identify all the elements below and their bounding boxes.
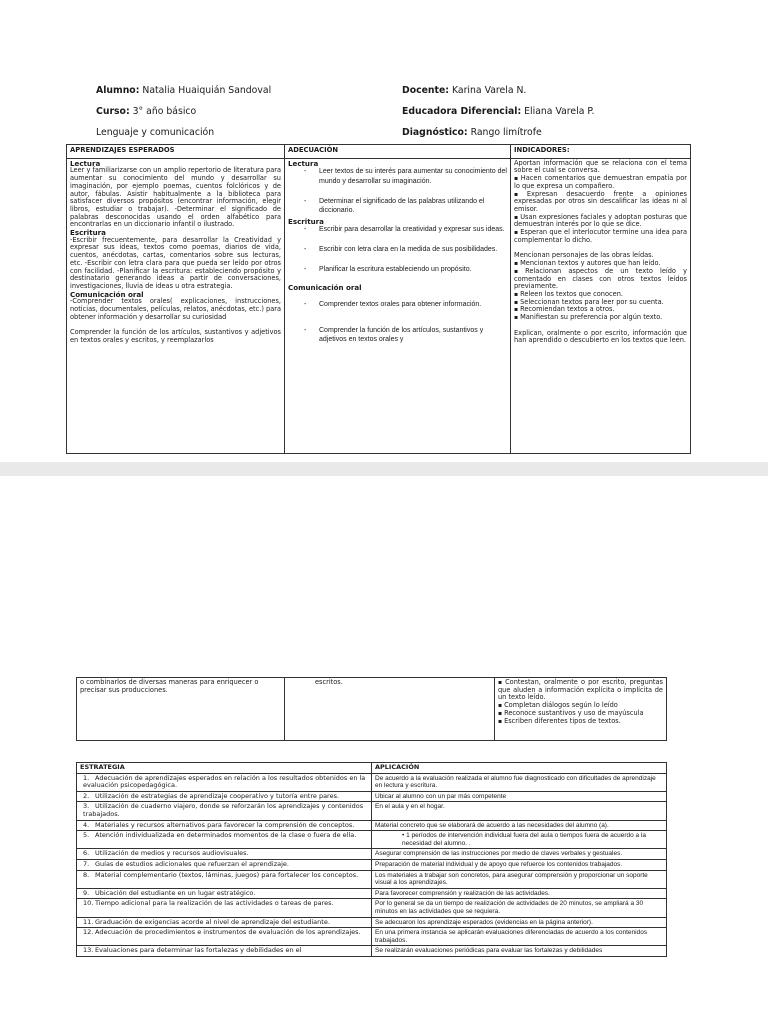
- strategy-row: [77, 791, 667, 802]
- estrategia-text: Adecuación de procedimientos e instrumentos de evaluación de los aprendizajes.: [95, 928, 361, 937]
- estrategia-text: Utilización de cuaderno viajero, donde se reforzarán los aprendizajes y contenidos trabajados.: [83, 802, 364, 818]
- bullet-icon: ▪: [514, 298, 519, 306]
- row-number: 11.: [83, 917, 94, 926]
- adec-lectura-title: Lectura: [288, 158, 319, 168]
- estrategia-cell: [77, 888, 372, 899]
- strategy-row: [77, 773, 667, 791]
- bullet-icon: ▪: [498, 717, 503, 725]
- strategy-row: [77, 888, 667, 899]
- estrategia-cell: [77, 791, 372, 802]
- estrategia-cell: [77, 946, 372, 957]
- estrategia-cell: [77, 773, 372, 791]
- bullet-icon: ▪: [514, 213, 519, 221]
- estrategia-text: Guías de estudios adicionales que refuerzan el aprendizaje.: [95, 859, 289, 868]
- strategy-row: [77, 917, 667, 928]
- bullet-icon: ▪: [498, 679, 504, 686]
- strategy-row: [77, 831, 667, 849]
- estrategia-cell: [77, 802, 372, 820]
- continuation-table: [76, 677, 667, 741]
- aplicacion-cell: [372, 888, 667, 899]
- strategy-table-header: [77, 763, 667, 774]
- alumno-field: Alumno: Natalia Huaiquián Sandoval: [96, 85, 272, 96]
- cont-col2: escritos.: [285, 678, 495, 741]
- estrategia-cell: [77, 820, 372, 831]
- aplicacion-text: 1 períodos de intervención individual fuera del aula o tiempos fuera de acuerdo a la necesidad del alumno. .: [402, 832, 647, 847]
- row-number: 6.: [83, 849, 90, 858]
- indicador-text: Aportan información que se relaciona con el tema sobre el cual se conversa.: [514, 158, 687, 175]
- aplicacion-cell: [372, 802, 667, 820]
- indicador-bullet: ▪ Manifiestan su preferencia por algún texto.: [514, 313, 663, 322]
- strategy-row: [77, 802, 667, 820]
- indicadores-cell: [511, 158, 691, 453]
- indicador-bullet: ▪ Hacen comentarios que demuestran empatía por lo que expresa un compañero.: [514, 174, 687, 190]
- adec-escritura-title: Escritura: [288, 216, 324, 226]
- aplicacion-text: De acuerdo a la evaluación realizada el alumno fue diagnosticado con dificultades de aprendizaje en lectura y escritura.: [375, 774, 656, 790]
- learning-table: [66, 144, 691, 454]
- strategy-row: [77, 870, 667, 888]
- aplicacion-cell: [372, 859, 667, 870]
- strategy-row: [77, 820, 667, 831]
- bullet-icon: ▪: [514, 229, 519, 237]
- aplicacion-text: Material concreto que se elaborará de acuerdo a las necesidades del alumno (a).: [375, 821, 609, 829]
- indicador-bullet: ▪ Completan diálogos según lo leído: [498, 701, 618, 710]
- aplicacion-cell: [372, 831, 667, 849]
- header-indicadores: INDICADORES:: [511, 145, 691, 159]
- estrategia-text: Materiales y recursos alternativos para favorecer la comprensión de conceptos.: [95, 820, 355, 829]
- header-aprendizajes: APRENDIZAJES ESPERADOS: [67, 145, 285, 159]
- aplicacion-cell: [372, 820, 667, 831]
- indicador-bullet: ▪ Relacionan aspectos de un texto leído y comentado en clases con otros textos leídos previamente.: [514, 266, 687, 291]
- educadora-field: Educadora Diferencial: Eliana Varela P.: [402, 106, 595, 117]
- bullet-icon: ▪: [514, 314, 519, 322]
- strategy-row: [77, 849, 667, 860]
- adec-item: - Determinar el significado de las palabras utilizando el diccionario.: [288, 197, 507, 216]
- row-number: 7.: [83, 859, 90, 868]
- indicador-bullet: ▪ Contestan, oralmente o por escrito, preguntas que aluden a información explícita o implícita de un texto leído.: [498, 678, 663, 702]
- bullet-icon: •: [402, 832, 407, 840]
- indicador-bullet: ▪ Escriben diferentes tipos de textos.: [498, 716, 621, 725]
- estrategia-text: Utilización de medios y recursos audiovisuales.: [95, 849, 249, 858]
- escritura-title: Escritura: [70, 228, 106, 238]
- indicador-text: Mencionan personajes de las obras leídas.: [514, 251, 654, 260]
- lectura-text: Leer y familiarizarse con un amplio repertorio de literatura para aumentar su conocimiento del mundo y desarrollar su imaginación, por ejemplo poemas, cuentos folclóricos y de autor, fábulas. Asistir habitualmente a la biblioteca para satisfacer diversos propósitos (encontrar información, elegir libros, estudiar o trabajar). -Determinar el significado de palabras desconocidas usando el orden alfabético para encontrarlas en un diccionario infantil o ilustrado.: [70, 166, 281, 229]
- indicador-text: Explican, oralmente o por escrito, información que han aprendido o descubierto en los textos que leen.: [514, 328, 687, 345]
- oral-text: -Comprender textos orales( explicaciones, instrucciones, noticias, documentales, películas, relatos, anécdotas, etc.) para obtener información y desarrollar su curiosidad: [70, 297, 281, 321]
- row-number: 1.: [83, 773, 90, 782]
- docente-field: Docente: Karina Varela N.: [402, 85, 527, 96]
- aplicacion-text: Preparación de material individual y de apoyo que refuerce los contenidos trabajados.: [375, 860, 623, 868]
- aplicacion-cell: [372, 946, 667, 957]
- aplicacion-text: Se realizarán evaluaciones periódicas para evaluar las fortalezas y debilidades: [375, 947, 603, 955]
- asignatura-field: Lenguaje y comunicación: [96, 127, 215, 138]
- aplicacion-cell: [372, 849, 667, 860]
- estrategia-text: Atención individualizada en determinados momentos de la clase o fuera de ella.: [95, 831, 357, 840]
- bullet-icon: ▪: [514, 260, 519, 268]
- document-page-2: [0, 476, 768, 1024]
- aplicacion-text: Asegurar comprensión de las instrucciones por medio de claves verbales y gestuales.: [375, 850, 623, 858]
- estrategia-cell: [77, 831, 372, 849]
- aplicacion-text: Para favorecer comprensión y realización de las actividades.: [375, 889, 550, 897]
- strategy-row: [77, 899, 667, 917]
- indicador-bullet: ▪ Esperan que el interlocutor termine una idea para complementar lo dicho.: [514, 228, 687, 244]
- bullet-icon: ▪: [514, 306, 519, 314]
- row-number: 10.: [83, 899, 94, 908]
- strategy-table: [76, 762, 667, 957]
- header-estrategia: ESTRATEGIA: [77, 763, 372, 774]
- estrategia-cell: [77, 859, 372, 870]
- header-aplicacion: APLICACIÓN: [372, 763, 667, 774]
- strategy-row: [77, 946, 667, 957]
- bullet-icon: ▪: [498, 702, 503, 710]
- diagnostico-field: Diagnóstico: Rango limítrofe: [402, 127, 542, 138]
- aplicacion-text: En una primera instancia se aplicarán evaluaciones diferenciadas de acuerdo a los contenidos trabajados.: [375, 929, 648, 944]
- row-number: 5.: [83, 831, 90, 840]
- bullet-icon: ▪: [514, 267, 524, 275]
- bullet-icon: ▪: [498, 709, 503, 717]
- indicador-bullet: ▪ Recomiendan textos a otros.: [514, 305, 615, 314]
- aplicacion-cell: [372, 917, 667, 928]
- estrategia-cell: [77, 870, 372, 888]
- cont-col3: [495, 678, 667, 741]
- learning-table-header: [67, 145, 691, 159]
- aprendizajes-cell: [67, 158, 285, 453]
- bullet-icon: ▪: [514, 290, 519, 298]
- aplicacion-text: Los materiales a trabajar son concretos, para asegurar comprensión y proporcionar un soporte visual a los aprendizajes.: [375, 871, 648, 887]
- indicador-bullet: ▪ Seleccionan textos para leer por su cuenta.: [514, 297, 664, 306]
- curso-field: Curso: 3° año básico: [96, 106, 197, 117]
- row-number: 9.: [83, 888, 90, 897]
- indicador-bullet: ▪ Expresan desacuerdo frente a opiniones expresadas por otros sin descalificar las ideas ni al emisor.: [514, 189, 687, 213]
- row-number: 2.: [83, 791, 90, 800]
- estrategia-text: Evaluaciones para determinar las fortalezas y debilidades en el: [95, 946, 302, 955]
- aplicacion-cell: [372, 899, 667, 917]
- document-page-1: [0, 0, 768, 462]
- estrategia-text: Utilización de estrategias de aprendizaje cooperativo y tutoría entre pares.: [95, 791, 340, 800]
- row-number: 13.: [83, 946, 94, 955]
- row-number: 3.: [83, 802, 90, 811]
- estrategia-text: Tiempo adicional para la realización de las actividades o tareas de pares.: [95, 899, 334, 908]
- estrategia-cell: [77, 849, 372, 860]
- row-number: 8.: [83, 870, 90, 879]
- oral-title: Comunicación oral: [70, 289, 144, 299]
- indicador-bullet: ▪ Releen los textos que conocen.: [514, 289, 623, 298]
- estrategia-cell: [77, 928, 372, 946]
- aplicacion-text: Por lo general se da un tiempo de realización de actividades de 20 minutos, se ampliará a 30 minutos en las actividades que se requiera.: [375, 900, 644, 915]
- adec-item: - Comprender la función de los artículos, sustantivos y adjetivos en textos orales y: [288, 326, 507, 345]
- last-text: Comprender la función de los artículos, sustantivos y adjetivos en textos orales y escritos, y reemplazarlos: [70, 328, 281, 345]
- header-adecuacion: ADECUACIÓN: [285, 145, 511, 159]
- estrategia-text: Ubicación del estudiante en un lugar estratégico.: [95, 888, 256, 897]
- aplicacion-cell: [372, 791, 667, 802]
- estrategia-text: Material complementario (textos, láminas, juegos) para fortalecer los conceptos.: [95, 870, 359, 879]
- adec-item: - Leer textos de su interés para aumentar su conocimiento del mundo y desarrollar su imaginación.: [288, 167, 507, 186]
- estrategia-text: Adecuación de aprendizajes esperados en relación a los resultados obtenidos en la evaluación psicopedagógica.: [83, 773, 366, 790]
- strategy-row: [77, 859, 667, 870]
- strategy-row: [77, 928, 667, 946]
- indicador-bullet: ▪ Reconoce sustantivos y uso de mayúscula: [498, 708, 644, 717]
- adec-item: - Escribir con letra clara en la medida de sus posibilidades.: [288, 245, 507, 255]
- lectura-title: Lectura: [70, 158, 101, 168]
- aplicacion-text: En el aula y en el hogar.: [375, 803, 445, 811]
- cont-col1: o combinarlos de diversas maneras para enriquecer o precisar sus producciones.: [77, 678, 285, 741]
- estrategia-text: Graduación de exigencias acorde al nivel de aprendizaje del estudiante.: [95, 917, 330, 926]
- estrategia-cell: [77, 899, 372, 917]
- estrategia-cell: [77, 917, 372, 928]
- indicador-bullet: ▪ Usan expresiones faciales y adoptan posturas que demuestran interés por lo que se dice.: [514, 212, 687, 229]
- aplicacion-cell: [372, 773, 667, 791]
- aplicacion-text: Ubicar al alumno con un par más competente: [375, 792, 507, 800]
- adec-item: - Escribir para desarrollar la creatividad y expresar sus ideas.: [288, 225, 507, 235]
- adec-item: - Comprender textos orales para obtener información.: [288, 300, 507, 310]
- bullet-icon: ▪: [514, 175, 519, 183]
- bullet-icon: ▪: [514, 190, 525, 198]
- adec-item: - Planificar la escritura estableciendo un propósito.: [288, 265, 507, 275]
- aplicacion-cell: [372, 870, 667, 888]
- indicador-bullet: ▪ Mencionan textos y autores que han leído.: [514, 259, 661, 268]
- aplicacion-text: Se adecuaron los aprendizaje esperados (evidencias en la página anterior).: [375, 918, 593, 926]
- adec-oral-title: Comunicación oral: [288, 283, 362, 293]
- escritura-text: -Escribir frecuentemente, para desarrollar la Creatividad y expresar sus ideas, textos como poemas, diarios de vida, cuentos, anécdotas, cartas, comentarios sobre sus lecturas, etc. -Escribir con letra clara para que pueda ser leído por otros con facilidad. -Planificar la escritura: estableciendo propósito y destinatario generando ideas a partir de conversaciones, investigaciones, lluvia de ideas u otra estrategia.: [70, 235, 281, 290]
- aplicacion-cell: [372, 928, 667, 946]
- row-number: 4.: [83, 820, 90, 829]
- adecuacion-cell: [285, 158, 511, 453]
- row-number: 12.: [83, 928, 94, 937]
